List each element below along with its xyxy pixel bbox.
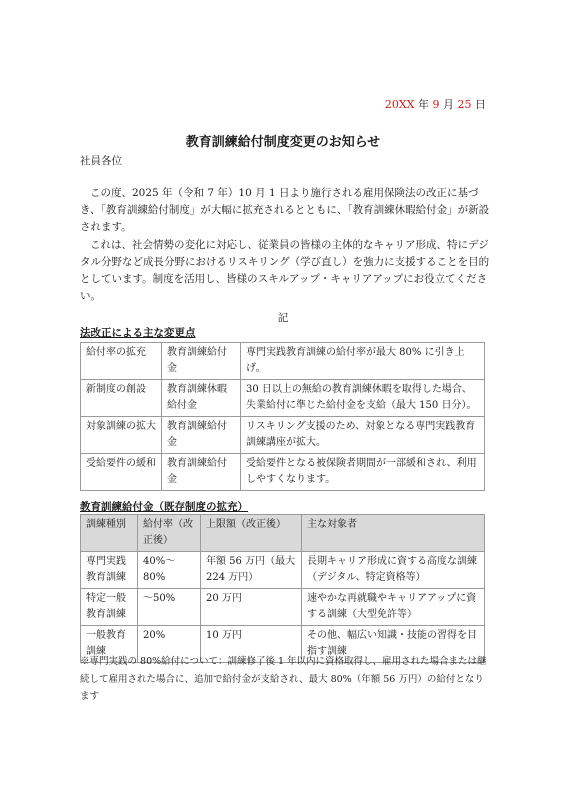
benefits-table	[80, 514, 485, 663]
table-cell: 30 日以上の無給の教育訓練休暇を取得した場合、失業給付に準じた給付金を支給（最大 150 日分）。	[241, 380, 485, 417]
table-row	[81, 343, 485, 380]
table-cell: 新制度の創設	[81, 380, 162, 417]
table-cell: 専門実践教育訓練	[81, 552, 138, 589]
table-row	[81, 552, 485, 589]
date-day: 25	[457, 98, 472, 111]
table-header-row	[81, 515, 485, 552]
ki-mark: 記	[277, 312, 289, 324]
table-cell: 給付率の拡充	[81, 343, 162, 380]
table-cell: 対象訓練の拡大	[81, 417, 162, 454]
table-cell: 20%	[138, 626, 201, 663]
column-header: 上限額（改正後）	[201, 515, 302, 552]
table-cell: 受給要件の緩和	[81, 454, 162, 491]
table-cell: 教育訓練給付金	[162, 454, 241, 491]
date-day-suffix: 日	[471, 98, 486, 111]
date-year-suffix: 年	[414, 98, 433, 111]
table-cell: 教育訓練給付金	[162, 417, 241, 454]
body-text	[80, 185, 490, 305]
paragraph: この度、2025 年（令和 7 年）10 月 1 日より施行される雇用保険法の改正に基づき、「教育訓練給付制度」が大幅に拡充されるとともに、「教育訓練休暇給付金」が新設されます。	[80, 187, 490, 234]
table-cell: 速やかな再就職やキャリアアップに資する訓練（大型免許等）	[302, 589, 485, 626]
issue-date	[385, 96, 486, 112]
salutation: 社員各位	[80, 155, 122, 167]
document-title: 教育訓練給付制度変更のお知らせ	[185, 135, 381, 150]
table-cell: リスキリング支援のため、対象となる専門実践教育訓練講座が拡大。	[241, 417, 485, 454]
table-cell: その他、幅広い知識・技能の習得を目指す訓練	[302, 626, 485, 663]
changes-table	[80, 342, 485, 491]
table-cell: 一般教育訓練	[81, 626, 138, 663]
table-row	[81, 454, 485, 491]
date-year: 20XX	[384, 98, 415, 111]
section-title-changes: 法改正による主な変更点	[80, 327, 196, 339]
column-header: 訓練種別	[81, 515, 138, 552]
table-cell: 40%～80%	[138, 552, 201, 589]
table-cell: 教育訓練給付金	[162, 343, 241, 380]
table-cell: 受給要件となる被保険者期間が一部緩和され、利用しやすくなります。	[241, 454, 485, 491]
table-cell: ～50%	[138, 589, 201, 626]
table-cell: 10 万円	[201, 626, 302, 663]
column-header: 主な対象者	[302, 515, 485, 552]
date-month-suffix: 月	[439, 98, 458, 111]
section-title-benefits: 教育訓練給付金（既存制度の拡充）	[80, 501, 248, 513]
date-month: 9	[432, 98, 440, 111]
table-row	[81, 417, 485, 454]
table-row	[81, 380, 485, 417]
table-row	[81, 589, 485, 626]
footnote: ※専門実践の 80%給付について：訓練修了後 1 年以内に資格取得し、雇用された場合または継続して雇用された場合に、追加で給付金が支給され、最大 80%（年額 56 万円）の給付となります	[80, 656, 487, 702]
paragraph: これは、社会情勢の変化に対応し、従業員の皆様の主体的なキャリア形成、特にデジタル分野など成長分野におけるリスキリング（学び直し）を強力に支援することを目的としています。制度を活用し、皆様のスキルアップ・キャリアアップにお役立てください。	[80, 238, 490, 303]
column-header: 給付率（改正後）	[138, 515, 201, 552]
table-cell: 教育訓練休暇給付金	[162, 380, 241, 417]
table-cell: 年額 56 万円（最大 224 万円）	[201, 552, 302, 589]
table-cell: 専門実践教育訓練の給付率が最大 80% に引き上げ。	[241, 343, 485, 380]
table-cell: 特定一般教育訓練	[81, 589, 138, 626]
table-cell: 20 万円	[201, 589, 302, 626]
table-cell: 長期キャリア形成に資する高度な訓練（デジタル、特定資格等）	[302, 552, 485, 589]
